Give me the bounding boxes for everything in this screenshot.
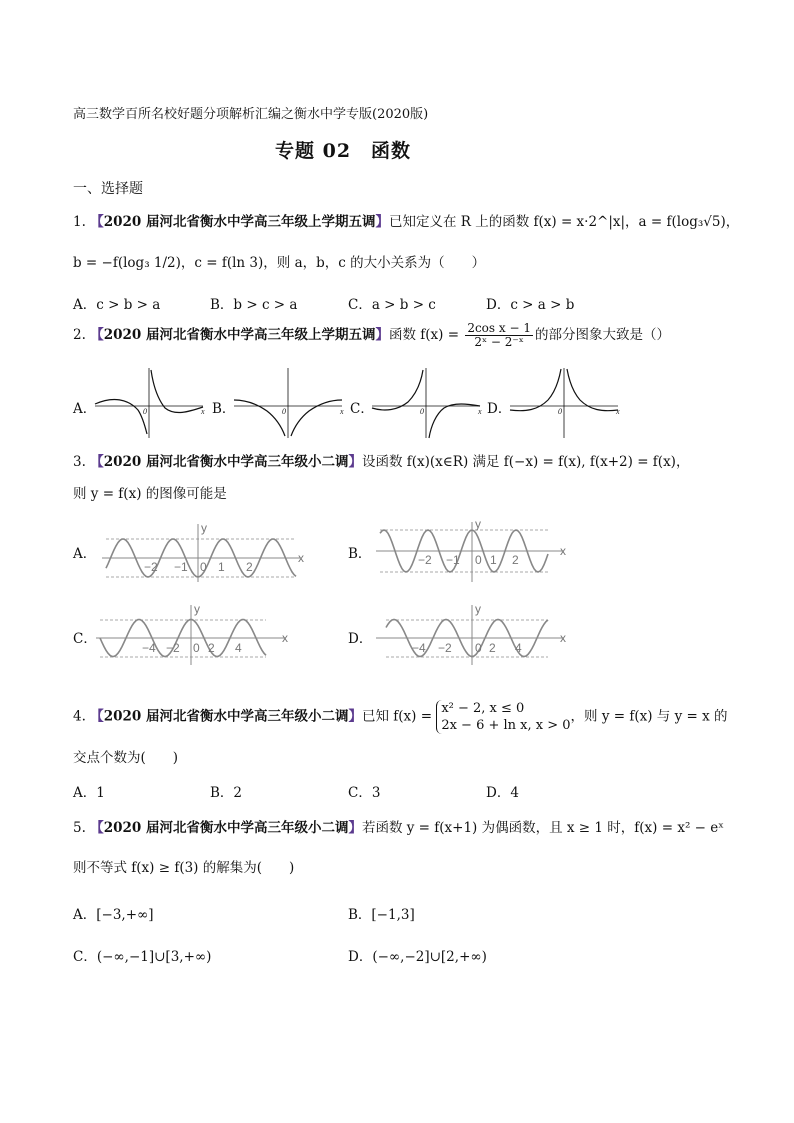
question-3-line-2: 则 y = f(x) 的图像可能是 [73,486,227,502]
question-source-tag: 2020 届河北省衡水中学高三年级上学期五调 [103,327,376,343]
option-d: D．c > a > b [486,297,575,313]
question-number: 2. [73,327,86,343]
graph-option-b-label: B． [348,546,372,562]
svg-text:0: 0 [475,553,482,567]
option-a: A．c > b > a [73,297,161,313]
option-a: A．[−3,+∞] [73,907,154,923]
svg-text:0: 0 [475,641,482,655]
svg-text:0: 0 [558,407,562,416]
question-1-line-2: b = −f(log₃ 1/2)，c = f(ln 3)，则 a，b，c 的大小关系为（ ） [73,255,486,271]
svg-text:2: 2 [512,553,519,567]
svg-text:y: y [201,521,207,535]
svg-text:2: 2 [208,641,215,655]
option-b: B．[−1,3] [348,907,415,923]
svg-text:−4: −4 [412,641,426,655]
piecewise-function: x² − 2, x ≤ 0 2x − 6 + ln x, x > 0 [436,700,570,734]
graph-option-a [98,522,308,584]
svg-text:x: x [282,631,288,645]
question-number: 5. [73,820,86,836]
svg-text:x: x [560,544,566,558]
option-d: D．(−∞,−2]∪[2,+∞) [348,949,487,965]
svg-text:1: 1 [218,560,225,574]
svg-text:x: x [560,631,566,645]
svg-text:−2: −2 [438,641,452,655]
svg-text:−4: −4 [142,641,156,655]
question-5: 5. 【2020 届河北省衡水中学高三年级小二调】若函数 y = f(x+1) 为偶函数，且 x ≥ 1 时，f(x) = x² − eˣ [73,820,724,836]
graph-option-c-label: C． [73,631,97,647]
question-text-tail: 的部分图象大致是（） [534,327,670,343]
svg-text:y: y [475,517,481,531]
svg-text:y: y [475,602,481,616]
svg-text:−1: −1 [174,560,188,574]
svg-text:x: x [616,407,620,416]
question-number: 4. [73,708,86,725]
svg-text:−2: −2 [166,641,180,655]
fraction: $\frac{\text{2cos x − 1}}{\text{2ˣ − 2⁻ˣ}}$ [467,321,531,349]
svg-text:1: 1 [490,553,497,567]
document-header: 高三数学百所名校好题分项解析汇编之衡水中学专版(2020版) [73,107,429,122]
question-number: 1. [73,214,86,230]
question-text: 函数 f(x) = [388,327,460,343]
question-4: 4. 【2020 届河北省衡水中学高三年级小二调】已知 f(x) = x² − 2, x ≤ 0 2x − 6 + ln x, x > 0 ，则 y = f(x) 与 y = x 的 [73,701,728,733]
svg-text:0: 0 [143,407,147,416]
graph-option-a-label: A． [73,546,97,562]
svg-text:−1: −1 [446,553,460,567]
question-1: 1. 【2020 届河北省衡水中学高三年级上学期五调】已知定义在 R 上的函数 f(x) = x·2^|x|，a = f(log₃√5)， [73,214,740,230]
section-heading: 一、选择题 [73,181,143,197]
graph-option-a-label: A． [73,401,97,417]
question-number: 3. [73,454,86,470]
svg-text:2: 2 [246,560,253,574]
option-a: A．1 [73,785,105,801]
option-b: B．2 [210,785,243,801]
graph-option-c-label: C． [350,401,374,417]
question-text: 若函数 y = f(x+1) 为偶函数，且 x ≥ 1 时，f(x) = x² − eˣ [361,820,724,836]
svg-text:−2: −2 [144,560,158,574]
graph-option-d [372,602,582,667]
graph-option-a [93,366,205,440]
graph-option-c [370,366,482,440]
graph-option-b [372,517,582,584]
option-b: B．b > c > a [210,297,298,313]
svg-text:4: 4 [235,641,242,655]
question-text: 设函数 f(x)(x∈R) 满足 f(−x) = f(x), f(x+2) = f(x)， [361,454,690,470]
option-c: C．a > b > c [348,297,436,313]
question-3: 3. 【2020 届河北省衡水中学高三年级小二调】设函数 f(x)(x∈R) 满足 f(−x) = f(x), f(x+2) = f(x)， [73,454,690,470]
graph-option-c [96,602,306,667]
svg-text:x: x [478,407,482,416]
svg-text:x: x [201,407,205,416]
question-text-tail: ，则 y = f(x) 与 y = x 的 [570,708,728,725]
question-source-tag: 2020 届河北省衡水中学高三年级上学期五调 [103,214,376,230]
svg-text:0: 0 [193,641,200,655]
question-source-tag: 2020 届河北省衡水中学高三年级小二调 [103,708,349,725]
svg-text:0: 0 [420,407,424,416]
svg-text:x: x [298,551,304,565]
question-5-line-2: 则不等式 f(x) ≥ f(3) 的解集为( ) [73,860,295,876]
question-text: 已知 f(x) = [361,708,433,725]
option-c: C．3 [348,785,381,801]
svg-text:0: 0 [200,560,207,574]
question-4-line-2: 交点个数为( ) [73,750,179,766]
question-source-tag: 2020 届河北省衡水中学高三年级小二调 [103,454,349,470]
svg-text:2: 2 [489,641,496,655]
page-title: 专题 02 函数 [275,140,412,162]
graph-option-d-label: D． [348,631,373,647]
question-text: 已知定义在 R 上的函数 f(x) = x·2^|x|，a = f(log₃√5)， [388,214,740,230]
svg-text:4: 4 [515,641,522,655]
graph-option-b-label: B． [212,401,236,417]
svg-text:−2: −2 [418,553,432,567]
question-2: 2. 【2020 届河北省衡水中学高三年级上学期五调】函数 f(x) = $\frac{\text{2cos x − 1}}{\text{2ˣ − 2⁻ˣ}}$ 的部分图象大致是（） [73,321,670,349]
graph-option-d-label: D． [487,401,512,417]
option-d: D．4 [486,785,519,801]
svg-text:0: 0 [282,407,286,416]
svg-text:x: x [340,407,344,416]
graph-option-b [232,366,344,440]
graph-option-d [508,366,620,440]
svg-text:y: y [194,602,200,616]
option-c: C．(−∞,−1]∪[3,+∞) [73,949,212,965]
question-source-tag: 2020 届河北省衡水中学高三年级小二调 [103,820,349,836]
